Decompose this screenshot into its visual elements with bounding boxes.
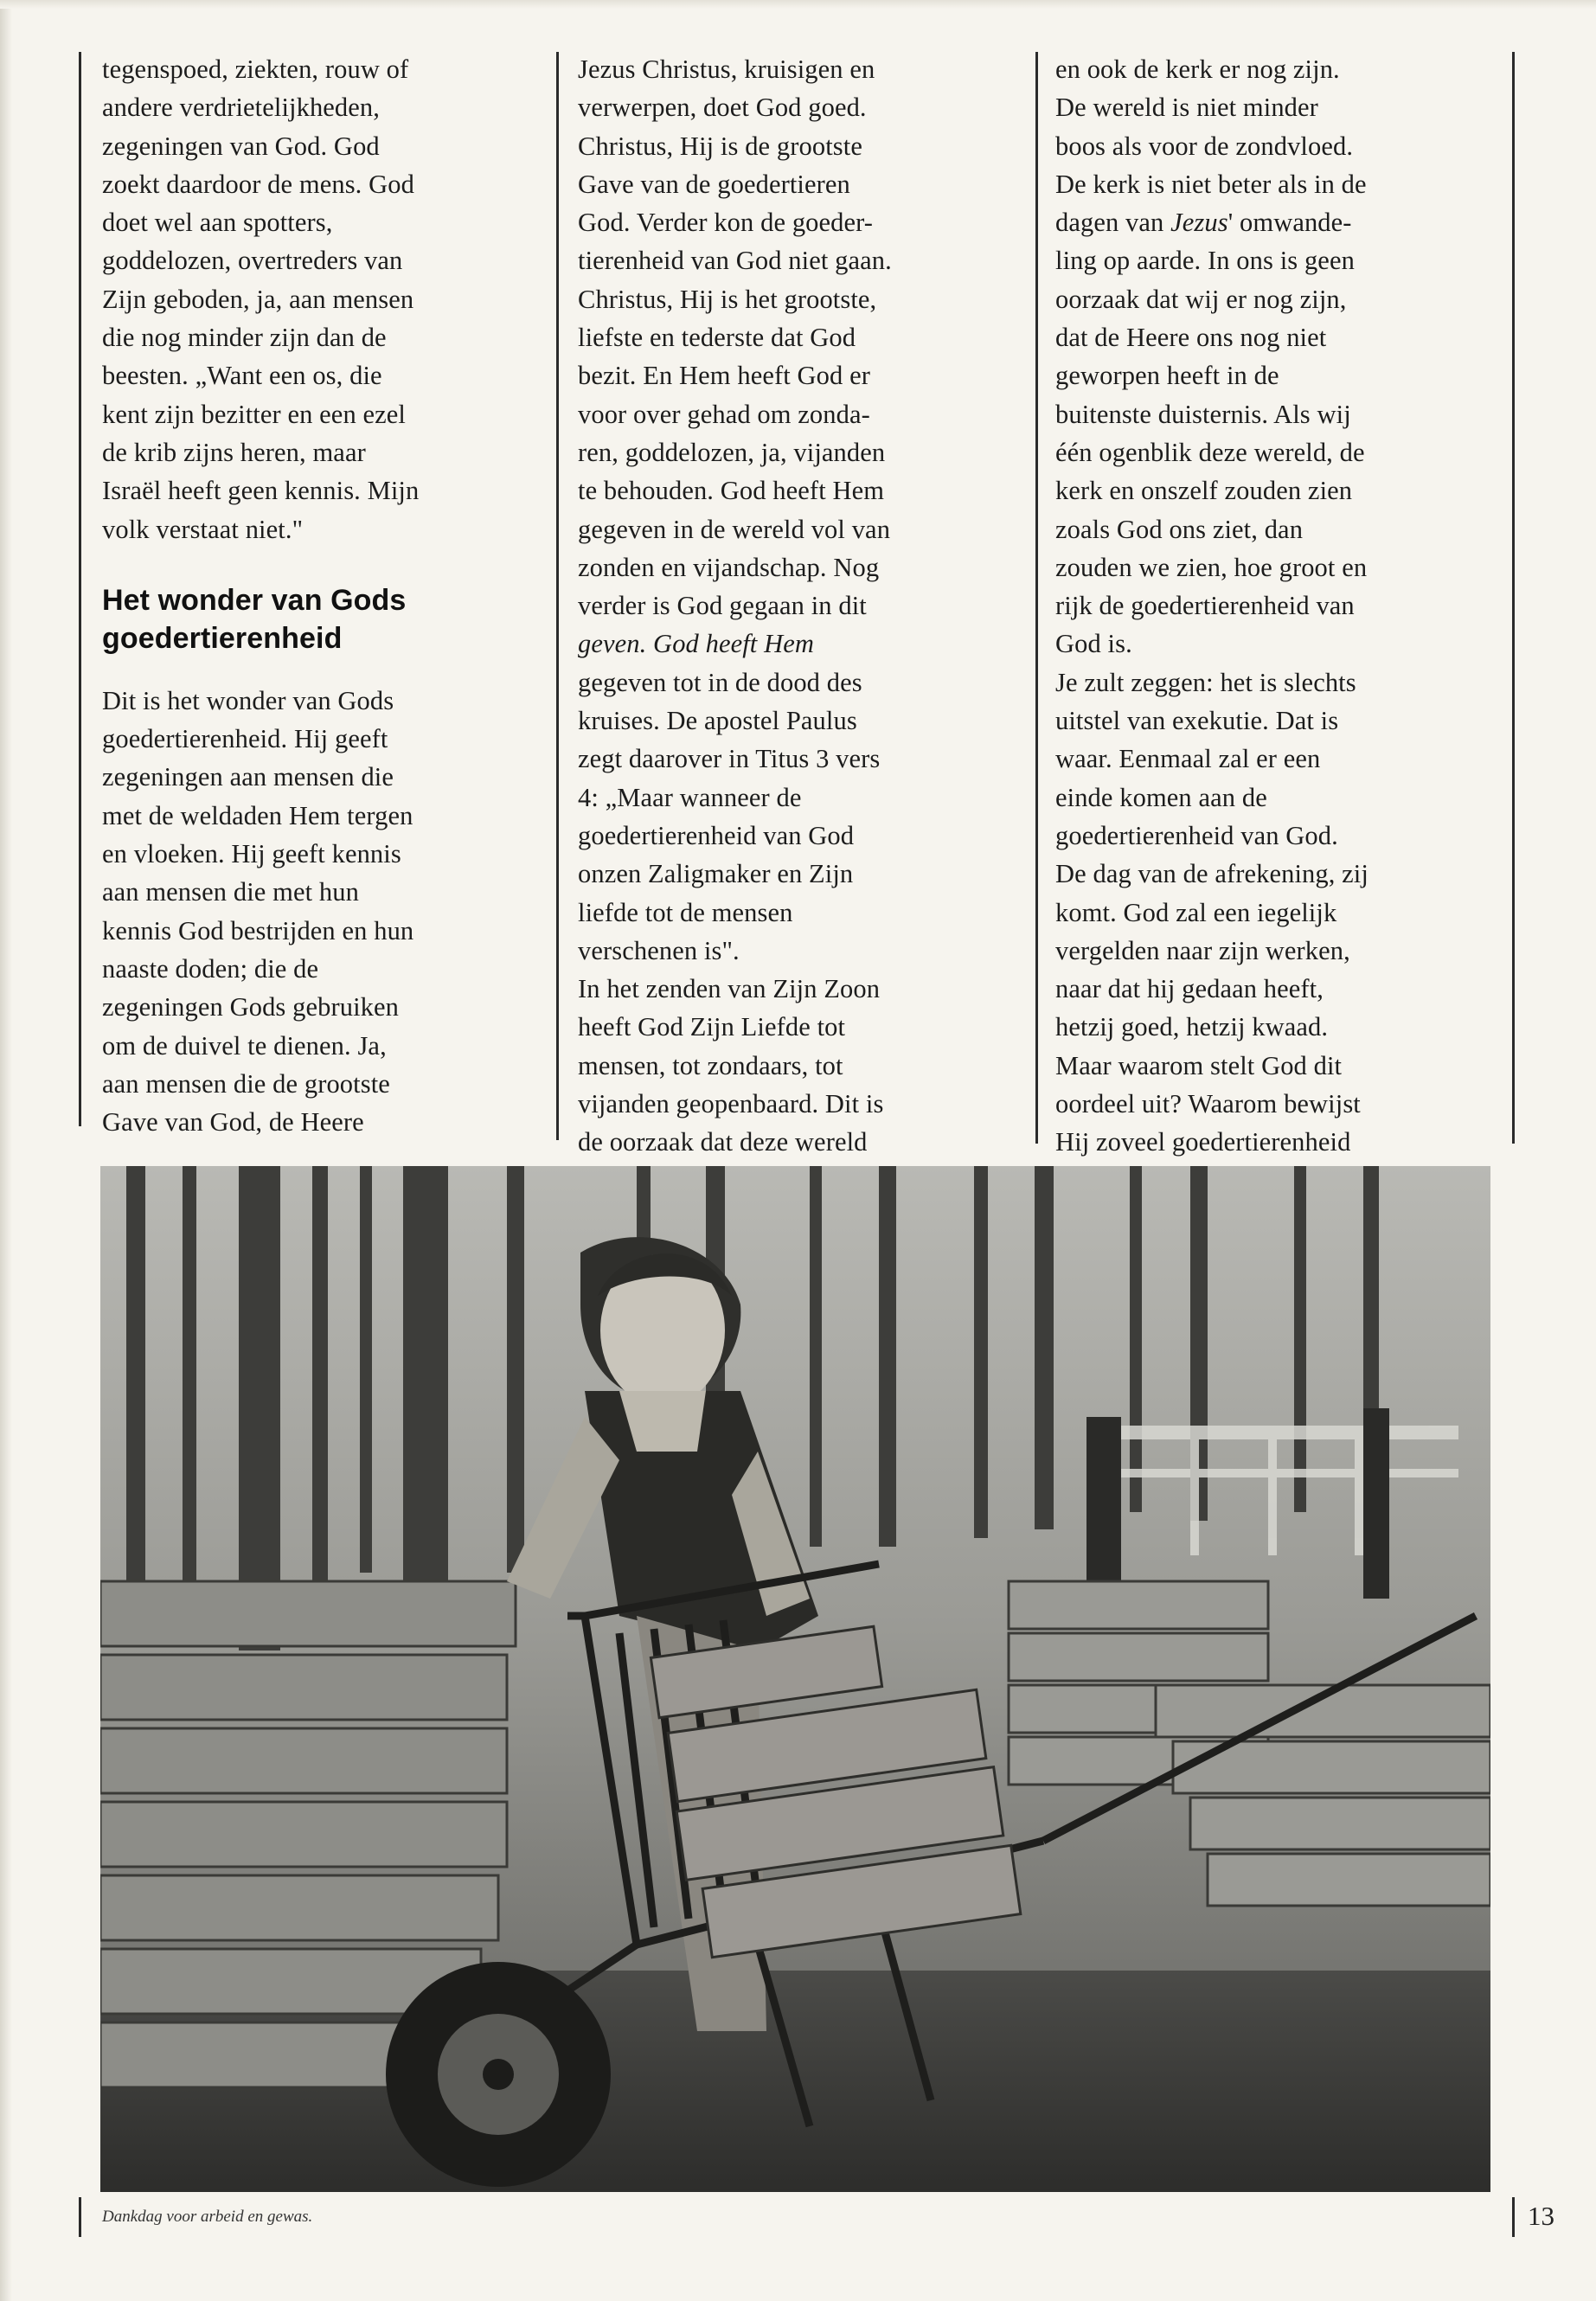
text-line: Maar waarom stelt God dit bbox=[1055, 1050, 1343, 1080]
text-line: vijanden geopenbaard. Dit is bbox=[578, 1089, 884, 1119]
text-line: goedertierenheid van God. bbox=[1055, 820, 1338, 850]
text-line: met de weldaden Hem tergen bbox=[102, 800, 413, 830]
text-line: zoekt daardoor de mens. God bbox=[102, 169, 414, 199]
photo-illustration bbox=[100, 1166, 1490, 2192]
text-line: zegeningen van God. God bbox=[102, 131, 380, 161]
text-line: uitstel van exekutie. Dat is bbox=[1055, 706, 1339, 736]
text-line: die nog minder zijn dan de bbox=[102, 323, 387, 353]
text-line: zegeningen aan mensen die bbox=[102, 762, 394, 792]
left-column-text-top bbox=[102, 50, 535, 548]
photo-caption: Dankdag voor arbeid en gewas. bbox=[102, 2208, 313, 2226]
text-line: de oorzaak dat deze wereld bbox=[578, 1127, 868, 1157]
text-fragment: ' omwande- bbox=[1227, 208, 1352, 238]
text-line: ren, goddelozen, ja, vijanden bbox=[578, 437, 886, 467]
text-line: komt. God zal een iegelijk bbox=[1055, 897, 1337, 927]
text-line: zegeningen Gods gebruiken bbox=[102, 992, 399, 1022]
text-line: Christus, Hij is de grootste bbox=[578, 131, 862, 161]
text-line: God is. bbox=[1055, 629, 1132, 659]
text-line: beesten. „Want een os, die bbox=[102, 361, 382, 391]
text-line: kruises. De apostel Paulus bbox=[578, 706, 857, 736]
text-line: In het zenden van Zijn Zoon bbox=[578, 974, 881, 1004]
text-line: aan mensen die met hun bbox=[102, 877, 359, 907]
text-line: 4: „Maar wanneer de bbox=[578, 782, 802, 812]
text-line: liefste en tederste dat God bbox=[578, 323, 856, 353]
text-line: boos als voor de zondvloed. bbox=[1055, 131, 1354, 161]
text-line: oordeel uit? Waarom bewijst bbox=[1055, 1089, 1361, 1119]
page-edge-shadow bbox=[0, 0, 12, 2301]
text-line: Jezus Christus, kruisigen en bbox=[578, 54, 875, 84]
heading-line: Het wonder van Gods bbox=[102, 583, 407, 617]
text-line: naaste doden; die de bbox=[102, 953, 319, 984]
text-line: Gave van God, de Heere bbox=[102, 1107, 364, 1138]
text-line: goedertierenheid. Hij geeft bbox=[102, 724, 388, 754]
column-rule-far-right bbox=[1512, 52, 1515, 1144]
text-line: tegenspoed, ziekten, rouw of bbox=[102, 54, 409, 84]
text-line: Hij zoveel goedertierenheid bbox=[1055, 1127, 1351, 1157]
text-line: Israël heeft geen kennis. Mijn bbox=[102, 476, 420, 506]
text-line: gegeven tot in de dood des bbox=[578, 667, 862, 697]
text-line: gegeven in de wereld vol van bbox=[578, 514, 891, 544]
text-line: hetzij goed, hetzij kwaad. bbox=[1055, 1012, 1329, 1042]
text-line: rijk de goedertierenheid van bbox=[1055, 591, 1355, 621]
text-line: goedertierenheid van God bbox=[578, 820, 855, 850]
text-line: de krib zijns heren, maar bbox=[102, 437, 366, 467]
text-line: kennis God bestrijden en hun bbox=[102, 915, 414, 945]
text-line: Je zult zeggen: het is slechts bbox=[1055, 667, 1356, 697]
text-line: ling op aarde. In ons is geen bbox=[1055, 246, 1355, 276]
text-line-jezus bbox=[1055, 203, 1497, 241]
text-line: buitenste duisternis. Als wij bbox=[1055, 399, 1351, 429]
page-number-rule bbox=[1512, 2197, 1515, 2237]
text-line: verwerpen, doet God goed. bbox=[578, 93, 867, 123]
text-line: De wereld is niet minder bbox=[1055, 93, 1318, 123]
text-line: einde komen aan de bbox=[1055, 782, 1267, 812]
text-line: en ook de kerk er nog zijn. bbox=[1055, 54, 1340, 84]
text-line: zouden we zien, hoe groot en bbox=[1055, 552, 1368, 582]
photo-man-with-wheelbarrow bbox=[100, 1166, 1490, 2192]
text-fragment-italic: Jezus bbox=[1170, 208, 1228, 238]
text-line: volk verstaat niet." bbox=[102, 514, 304, 544]
text-line: oorzaak dat wij er nog zijn, bbox=[1055, 284, 1347, 314]
text-line: Zijn geboden, ja, aan mensen bbox=[102, 284, 414, 314]
text-line: verder is God gegaan in dit bbox=[578, 591, 867, 621]
text-line: De kerk is niet beter als in de bbox=[1055, 169, 1367, 199]
text-fragment: dagen van bbox=[1055, 208, 1171, 238]
text-line: kent zijn bezitter en een ezel bbox=[102, 399, 407, 429]
text-line: goddelozen, overtreders van bbox=[102, 246, 403, 276]
text-line: Gave van de goedertieren bbox=[578, 169, 850, 199]
text-line: Dit is het wonder van Gods bbox=[102, 685, 394, 715]
text-line: bezit. En Hem heeft God er bbox=[578, 361, 870, 391]
text-line: heeft God Zijn Liefde tot bbox=[578, 1012, 846, 1042]
text-line-italic: geven. God heeft Hem bbox=[578, 629, 815, 659]
text-line: geworpen heeft in de bbox=[1055, 361, 1279, 391]
text-line: vergelden naar zijn werken, bbox=[1055, 935, 1350, 965]
text-line: om de duivel te dienen. Ja, bbox=[102, 1030, 387, 1061]
left-column-text-bottom bbox=[102, 682, 535, 1142]
text-line: doet wel aan spotters, bbox=[102, 208, 333, 238]
text-line: andere verdrietelijkheden, bbox=[102, 93, 380, 123]
text-line: naar dat hij gedaan heeft, bbox=[1055, 974, 1324, 1004]
caption-rule bbox=[79, 2197, 81, 2237]
text-line: zegt daarover in Titus 3 vers bbox=[578, 744, 881, 774]
article-column-right bbox=[1055, 50, 1497, 1162]
column-rule-left bbox=[79, 52, 81, 1126]
column-rule-right-a bbox=[1035, 52, 1038, 1144]
text-line: dat de Heere ons nog niet bbox=[1055, 323, 1327, 353]
text-line: zonden en vijandschap. Nog bbox=[578, 552, 880, 582]
text-line: één ogenblik deze wereld, de bbox=[1055, 437, 1365, 467]
heading-line: goedertierenheid bbox=[102, 621, 343, 655]
text-line: mensen, tot zondaars, tot bbox=[578, 1050, 843, 1080]
article-column-left bbox=[102, 50, 535, 1141]
text-line: liefde tot de mensen bbox=[578, 897, 793, 927]
text-line: te behouden. God heeft Hem bbox=[578, 476, 885, 506]
text-line: Christus, Hij is het grootste, bbox=[578, 284, 877, 314]
article-column-middle bbox=[578, 50, 1019, 1162]
text-line: verschenen is". bbox=[578, 935, 740, 965]
text-line: kerk en onszelf zouden zien bbox=[1055, 476, 1353, 506]
column-rule-middle bbox=[556, 52, 559, 1140]
text-line: onzen Zaligmaker en Zijn bbox=[578, 859, 854, 889]
text-line: en vloeken. Hij geeft kennis bbox=[102, 839, 401, 869]
text-line: De dag van de afrekening, zij bbox=[1055, 859, 1368, 889]
text-line: tierenheid van God niet gaan. bbox=[578, 246, 892, 276]
text-line: God. Verder kon de goeder- bbox=[578, 208, 874, 238]
text-line: waar. Eenmaal zal er een bbox=[1055, 744, 1321, 774]
page-number: 13 bbox=[1528, 2201, 1554, 2231]
page-top-shadow bbox=[0, 0, 1596, 9]
section-heading bbox=[102, 581, 535, 657]
text-line: zoals God ons ziet, dan bbox=[1055, 514, 1304, 544]
text-line: voor over gehad om zonda- bbox=[578, 399, 870, 429]
text-line: aan mensen die de grootste bbox=[102, 1068, 390, 1099]
